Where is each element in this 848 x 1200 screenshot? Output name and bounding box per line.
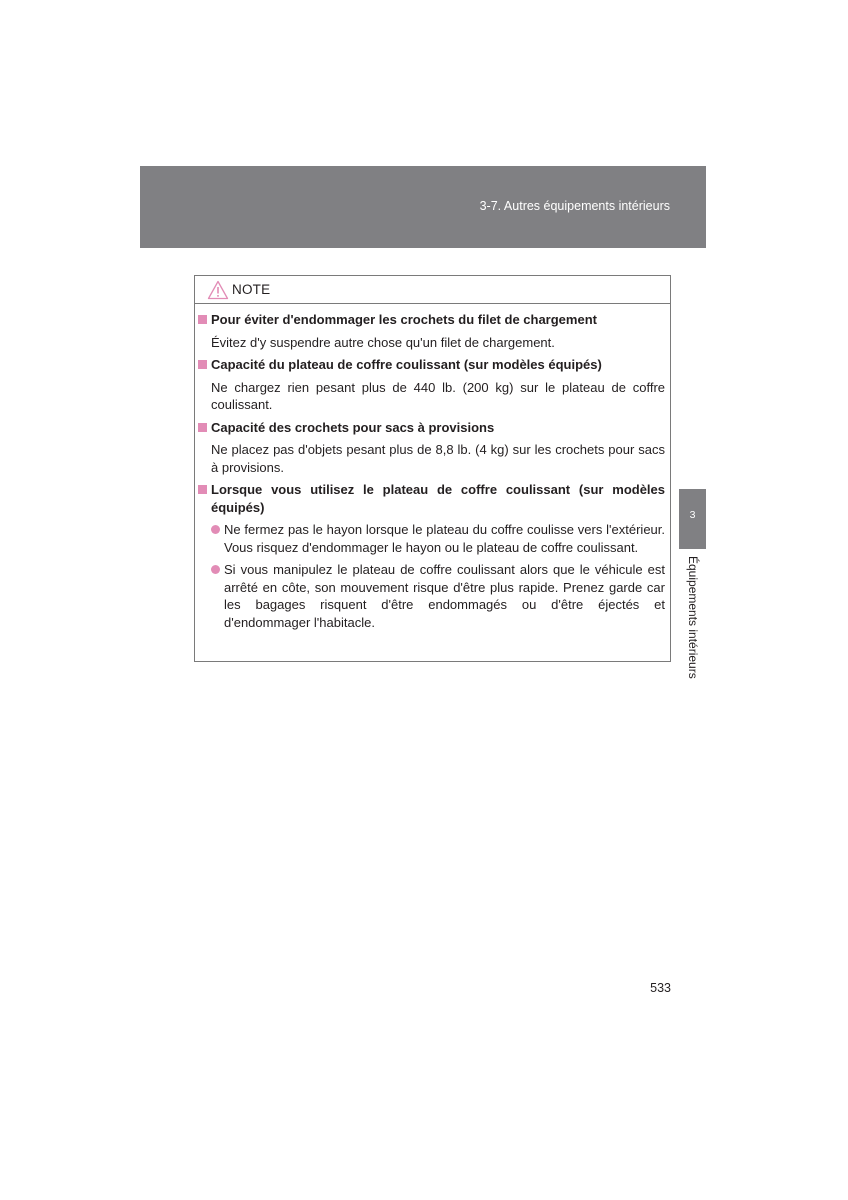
section-heading <box>198 481 665 516</box>
section-title: 3-7. Autres équipements intérieurs <box>479 199 670 213</box>
square-bullet-icon <box>198 360 207 369</box>
section-heading-text: Capacité des crochets pour sacs à provisions <box>211 419 495 435</box>
square-bullet-icon <box>198 423 207 432</box>
square-bullet-icon <box>198 315 207 324</box>
note-section <box>198 311 665 351</box>
list-item-text: Ne fermez pas le hayon lorsque le plateau du coffre coulisse vers l'extérieur. Vous risquez d'endommager le hayon ou le plateau de coffre coulissant. <box>224 522 665 555</box>
section-heading <box>198 419 665 437</box>
chapter-title: Équipements intérieurs <box>686 556 700 679</box>
note-box <box>194 275 671 662</box>
note-label: NOTE <box>232 282 271 297</box>
page-number: 533 <box>650 981 671 995</box>
section-heading-text: Lorsque vous utilisez le plateau de coffre coulissant (sur modèles équipés) <box>211 482 665 515</box>
note-section <box>198 419 665 477</box>
list-item <box>211 521 665 556</box>
note-section <box>198 356 665 414</box>
round-bullet-icon <box>211 525 220 534</box>
section-text: Évitez d'y suspendre autre chose qu'un filet de chargement. <box>211 334 555 350</box>
section-heading-text: Capacité du plateau de coffre coulissant (sur modèles équipés) <box>211 357 602 372</box>
chapter-number: 3 <box>689 509 696 521</box>
section-heading-text: Pour éviter d'endommager les crochets du filet de chargement <box>211 312 597 327</box>
note-header <box>195 276 670 304</box>
section-text: Ne placez pas d'objets pesant plus de 8,8 lb. (4 kg) sur les crochets pour sacs à provisions. <box>211 442 665 475</box>
list-item-text: Si vous manipulez le plateau de coffre coulissant alors que le véhicule est arrêté en côte, son mouvement risque d'être plus rapide. Prenez garde car les bagages risquent d'être endommagés ou d'être éjectés et d'endommager l'habitacle. <box>224 562 665 630</box>
warning-triangle-icon <box>207 280 229 300</box>
section-heading <box>198 356 665 374</box>
note-section <box>198 481 665 631</box>
section-heading <box>198 311 665 329</box>
note-body <box>195 304 670 631</box>
round-bullet-icon <box>211 565 220 574</box>
chapter-tab <box>679 489 706 549</box>
section-text: Ne chargez rien pesant plus de 440 lb. (200 kg) sur le plateau de coffre coulissant. <box>211 379 665 412</box>
header-bar <box>140 166 706 248</box>
square-bullet-icon <box>198 485 207 494</box>
list-item <box>211 561 665 631</box>
